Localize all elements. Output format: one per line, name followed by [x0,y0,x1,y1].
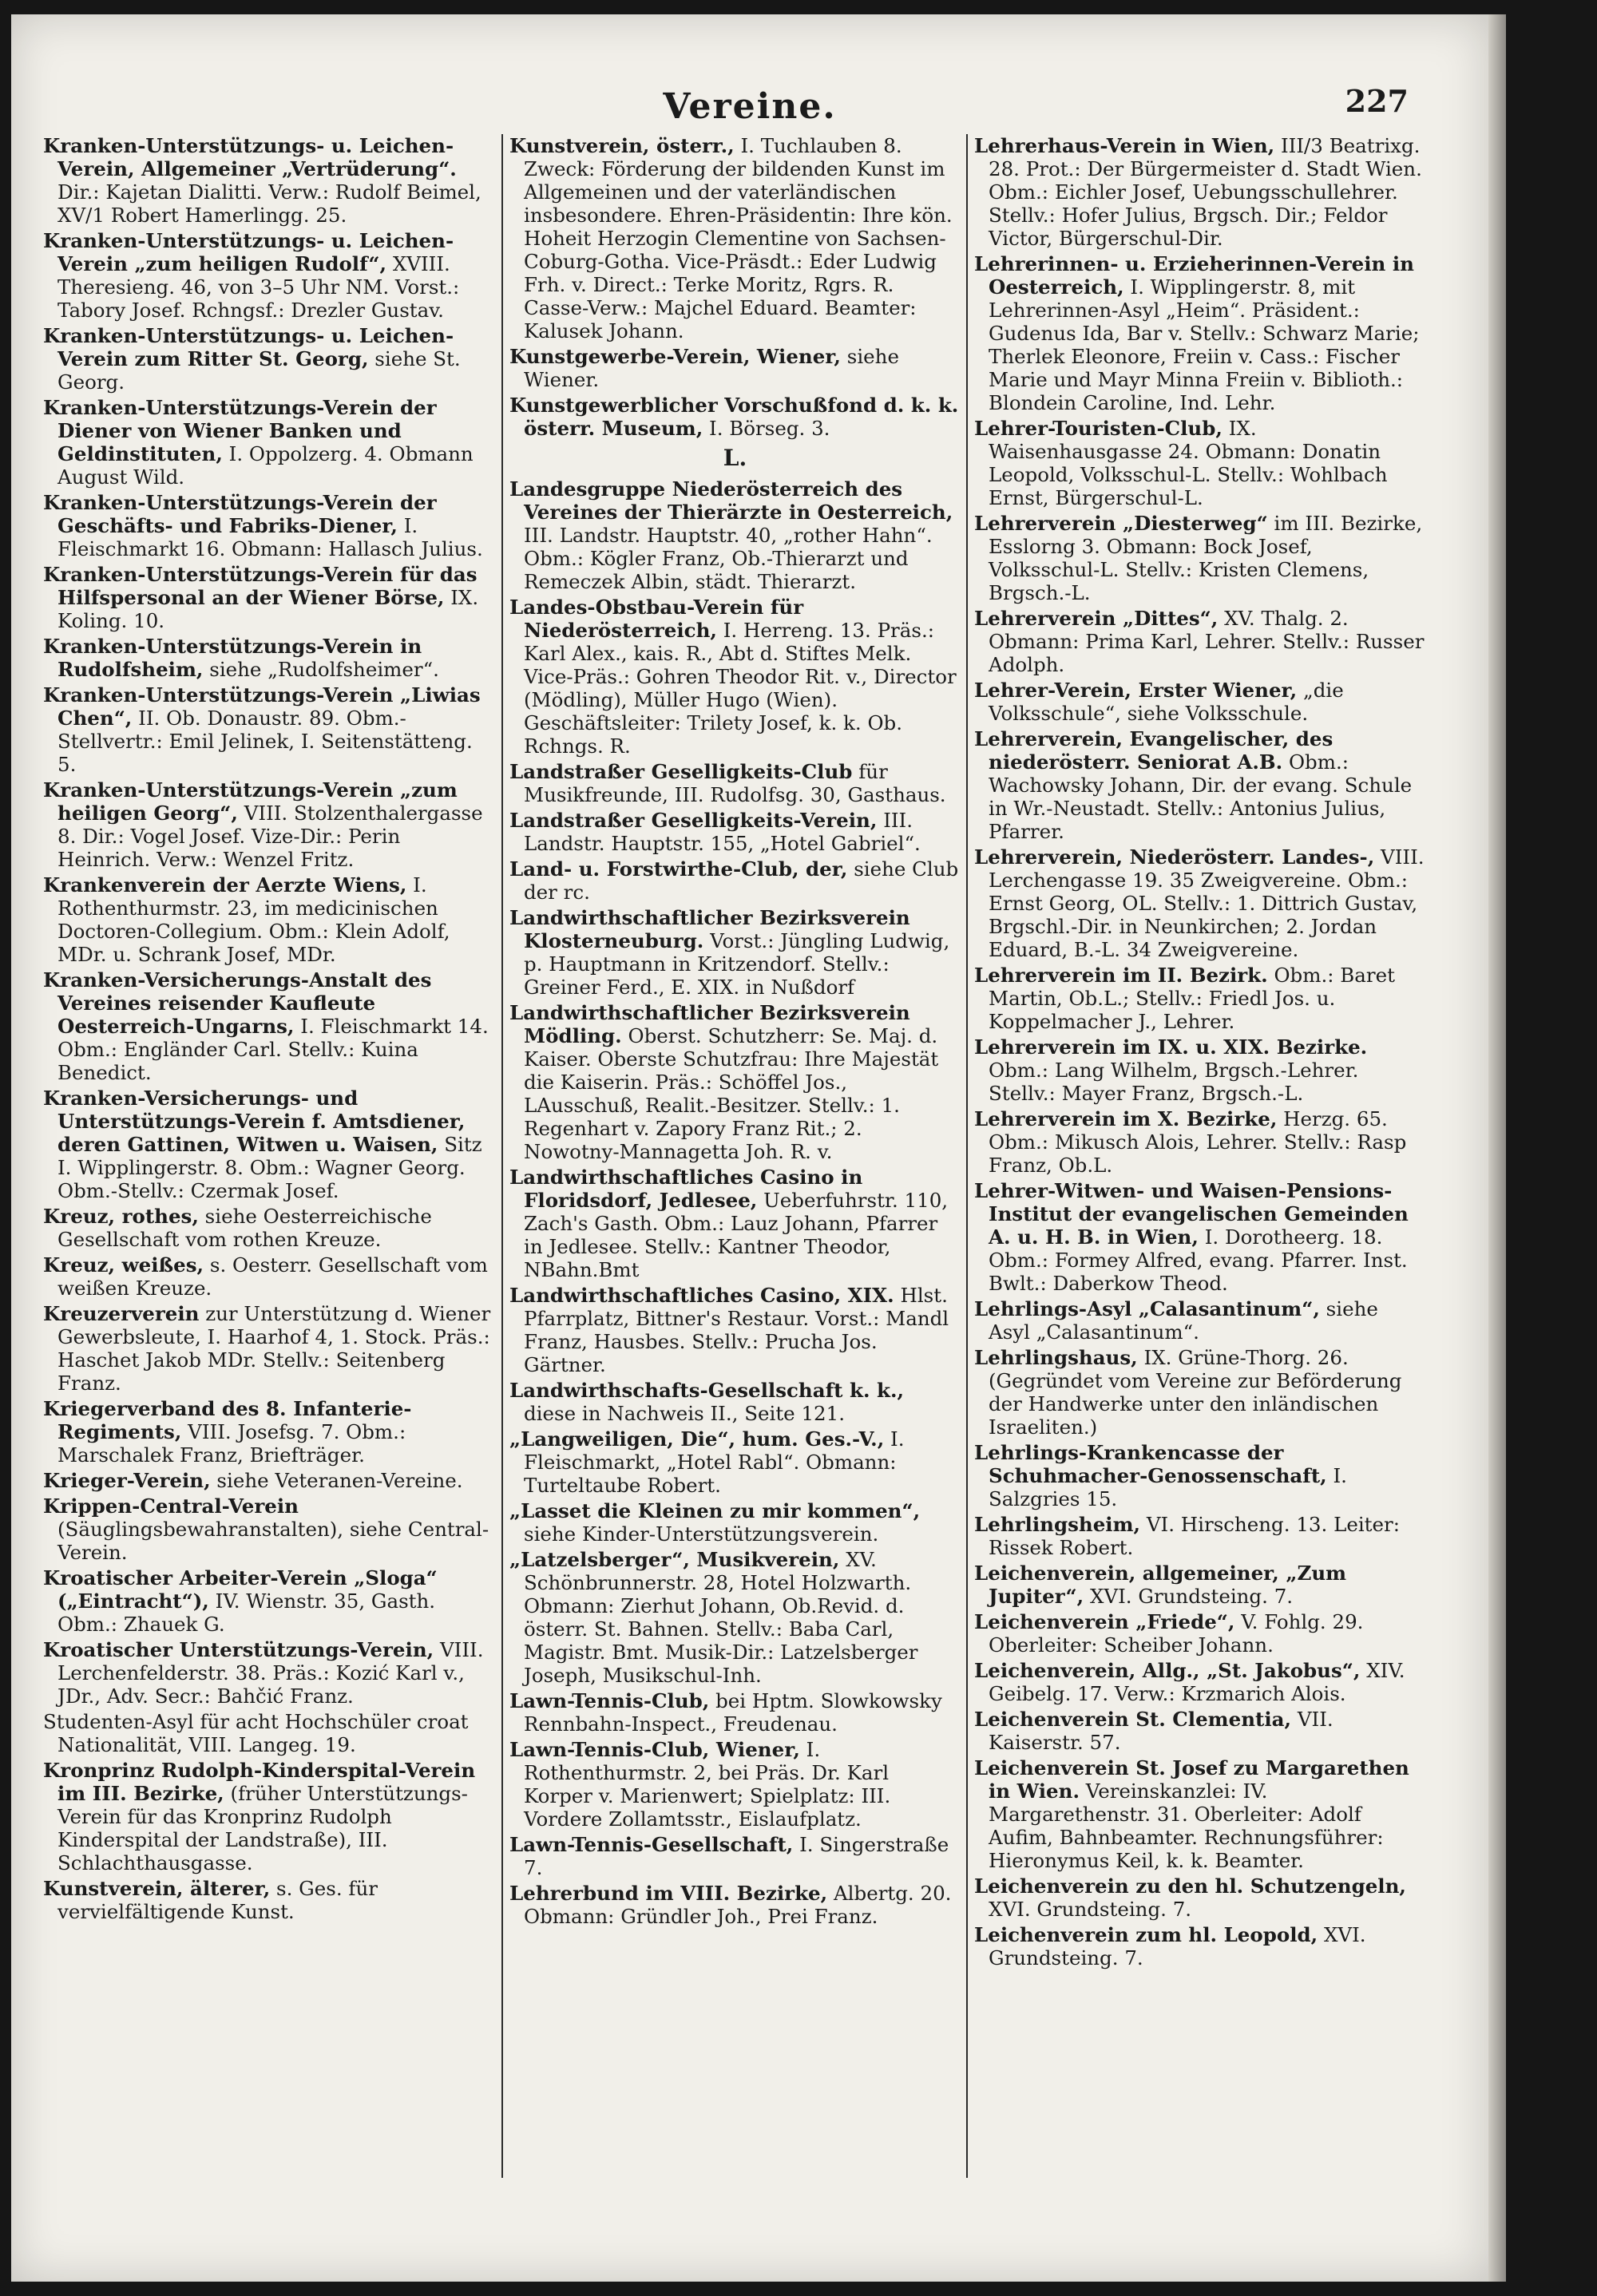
entry-text: I. Herreng. 13. Präs.: Karl Alex., kais. R., Abt d. Stiftes Melk. Vice-Präs.: Gohren Theodor Rit. v., Director (Mödling), Müller Hugo (Wien). Geschäftsleiter: Trilety Josef, k. k. Ob. Rchngs. R. [524,619,957,758]
entry-text: I. Rothenthurmstr. 23, im medicinischen Doctoren-Collegium. Obm.: Klein Adolf, MDr. u. Schrank Josef, MDr. [57,873,450,966]
entry-text: XVI. Grundsteing. 7. [1089,1585,1294,1608]
entry-heading: Kranken-Versicherungs-Anstalt des Vereines reisender Kaufleute Oesterreich-Ungarns, [43,968,432,1038]
entry-text: Ueberfuhrstr. 110, Zach's Gasth. Obm.: Lauz Johann, Pfarrer in Jedlesee. Stellv.: Kantner Theodor, NBahn.Bmt [524,1189,949,1281]
entry-heading: „Langweiligen, Die“, hum. Ges.-V., [509,1427,885,1451]
entry-heading: Krieger-Verein, [43,1469,211,1492]
directory-entry [509,596,961,758]
entry-text: VI. Hirscheng. 13. Leiter: Rissek Robert. [989,1513,1400,1559]
entry-text: I. Fleischmarkt 14. Obm.: Engländer Carl. Stellv.: Kuina Benedict. [57,1015,489,1084]
entry-text: für Musikfreunde, III. Rudolfsg. 30, Gasthaus. [524,760,946,806]
column-rule [966,134,968,2178]
entry-text: III. Landstr. Hauptstr. 155, „Hotel Gabriel“. [524,809,921,855]
entry-text: Vorst.: Jüngling Ludwig, p. Hauptmann in Kritzendorf. Stellv.: Greiner Ferd., E. XIX. in Nußdorf [524,929,950,999]
directory-entry [43,683,494,776]
entry-heading: Kroatischer Arbeiter-Verein „Sloga“ („Eintracht“), [43,1566,438,1613]
directory-entry [509,1689,961,1736]
entry-text: s. Ges. für vervielfältigende Kunst. [57,1877,378,1923]
directory-entry [974,964,1425,1033]
entry-heading: Krippen-Central-Verein [43,1494,299,1518]
directory-entry [974,1297,1425,1344]
directory-entry [509,809,961,855]
entry-heading: Kunstgewerblicher Vorschußfond d. k. k. österr. Museum, [509,394,959,440]
entry-text: I. Wipplingerstr. 8, mit Lehrerinnen-Asyl „Heim“. Präsident.: Gudenus Ida, Bar v. Stellv.: Schwarz Marie; Therlek Eleonore, Freiin v. Cass.: Fischer Marie und Mayr Minna Freiin v. Biblioth.: Blondein Caroline, Ind. Lehr. [989,275,1420,414]
column-1 [43,134,494,2178]
entry-heading: Lawn-Tennis-Club, Wiener, [509,1738,800,1761]
directory-entry [509,1499,961,1546]
entry-heading: Kranken-Unterstützungs- u. Leichen-Verein, Allgemeiner „Vertrüderung“. [43,134,457,180]
directory-entry [509,1833,961,1879]
entry-text: Albertg. 20. Obmann: Gründler Joh., Prei Franz. [524,1882,952,1928]
entry-heading: Landwirthschaftlicher Bezirksverein Mödling. [509,1001,910,1047]
entry-text: Vereinskanzlei: IV. Margarethenstr. 31. Oberleiter: Adolf Aufim, Bahnbeamter. Rechnungsführer: Hieronymus Keil, k. k. Beamter. [989,1779,1384,1872]
directory-entry [509,345,961,391]
entry-heading: Lehrerbund im VIII. Bezirke, [509,1882,828,1905]
entry-heading: „Lasset die Kleinen zu mir kommen“, [509,1499,921,1522]
entry-heading: Kranken-Unterstützungs- u. Leichen-Verein zum Ritter St. Georg, [43,324,454,370]
entry-text: Hlst. Pfarrplatz, Bittner's Restaur. Vorst.: Mandl Franz, Hausbes. Stellv.: Prucha Jos. Gärtner. [524,1284,949,1376]
directory-entry [974,1513,1425,1559]
entry-text: Sitz I. Wipplingerstr. 8. Obm.: Wagner Georg. Obm.-Stellv.: Czermak Josef. [57,1133,482,1202]
directory-entry [509,760,961,806]
entry-heading: Lehrerverein, Niederösterr. Landes-, [974,845,1375,869]
entry-heading: Lehrlingshaus, [974,1346,1138,1369]
entry-text: XV. Schönbrunnerstr. 28, Hotel Holzwarth. Obmann: Zierhut Johann, Ob.Revid. d. österr. St. Bahnen. Stellv.: Baba Carl, Magistr. Bmt. Musik-Dir.: Latzelsberger Joseph, Musikschul-Inh. [524,1548,918,1687]
entry-text: siehe Veteranen-Vereine. [216,1469,463,1492]
entry-text: I. Tuchlauben 8. Zweck: Förderung der bildenden Kunst im Allgemeinen und der vaterländischen insbesondere. Ehren-Präsidentin: Ihre kön. Hoheit Herzogin Clementine von Sachsen-Coburg-Gotha. Vice-Präsdt.: Eder Ludwig Frh. v. Direct.: Terke Moritz, Rgrs. R. Casse-Verw.: Majchel Eduard. Beamter: Kalusek Johann. [524,134,953,342]
directory-entry [43,1566,494,1636]
entry-heading: Kranken-Unterstützungs-Verein „zum heiligen Georg“, [43,778,458,825]
entry-heading: Kreuz, rothes, [43,1205,199,1228]
entry-text: diese in Nachweis II., Seite 121. [524,1402,846,1425]
entry-text: VIII. Lerchenfelderstr. 38. Präs.: Kozić Karl v., JDr., Adv. Secr.: Bahčić Franz. [57,1638,484,1708]
entry-heading: Kranken-Unterstützungs-Verein der Geschäfts- und Fabriks-Diener, [43,491,437,537]
entry-text: s. Oesterr. Gesellschaft vom weißen Kreuze. [57,1253,488,1300]
directory-entry [509,1427,961,1497]
directory-entry [509,1548,961,1687]
directory-page [11,14,1488,2282]
entry-heading: Kranken-Unterstützungs-Verein in Rudolfsheim, [43,635,422,681]
entry-text: I. Fleischmarkt 16. Obmann: Hallasch Julius. [57,514,483,560]
column-3 [974,134,1425,2178]
directory-entry [43,778,494,871]
directory-entry [43,1205,494,1251]
entry-text: XV. Thalg. 2. Obmann: Prima Karl, Lehrer. Stellv.: Russer Adolph. [989,607,1425,676]
entry-heading: Krankenverein der Aerzte Wiens, [43,873,407,897]
directory-entry [509,1738,961,1831]
directory-entry [974,1107,1425,1177]
directory-entry [43,1759,494,1874]
directory-entry [509,1379,961,1425]
entry-heading: Kranken-Unterstützungs-Verein „Liwias Chen“, [43,683,481,730]
directory-entry [43,1638,494,1708]
entry-heading: Kranken-Unterstützungs-Verein der Diener von Wiener Banken und Geldinstituten, [43,396,437,465]
entry-text: siehe St. Georg. [57,347,461,394]
directory-entry [43,635,494,681]
entry-text: siehe Oesterreichische Gesellschaft vom rothen Kreuze. [57,1205,432,1251]
entry-text: I. Oppolzerg. 4. Obmann August Wild. [57,442,474,489]
directory-entry [509,1882,961,1928]
page-edge [1488,14,1506,2282]
entry-heading: Leichenverein zum hl. Leopold, [974,1923,1318,1946]
entry-text: (Säuglingsbewahranstalten), siehe Central-Verein. [57,1518,489,1564]
entry-text: Herzg. 65. Obm.: Mikusch Alois, Lehrer. Stellv.: Rasp Franz, Ob.L. [989,1107,1407,1177]
entry-text: XVI. Grundsteing. 7. [989,1898,1192,1921]
entry-text: VIII. Lerchengasse 19. 35 Zweigvereine. Obm.: Ernst Georg, OL. Stellv.: 1. Dittrich Gustav, Brgschl.-Dir. in Neunkirchen; 2. Jordan Eduard, B.-L. 34 Zweigvereine. [989,845,1425,961]
entry-heading: Lehrer-Witwen- und Waisen-Pensions-Institut der evangelischen Gemeinden A. u. H. B. in Wien, [974,1179,1409,1249]
directory-entry [509,1166,961,1281]
directory-entry [43,229,494,322]
entry-heading: Kunstverein, österr., [509,134,735,157]
directory-entry [974,1874,1425,1921]
directory-entry [43,563,494,632]
entry-heading: Leichenverein St. Josef zu Margarethen in Wien. [974,1756,1409,1803]
directory-entry [974,1562,1425,1608]
entry-text: „die Volksschule“, siehe Volksschule. [989,679,1344,725]
directory-entry [43,1397,494,1467]
directory-entry [43,1087,494,1202]
entry-text: zur Unterstützung d. Wiener Gewerbsleute, I. Haarhof 4, 1. Stock. Präs.: Haschet Jakob MDr. Stellv.: Seitenberg Franz. [57,1302,491,1395]
directory-entry [974,417,1425,509]
directory-entry [43,396,494,489]
directory-entry [509,477,961,593]
entry-heading: Landwirthschaftliches Casino in Floridsdorf, Jedlesee, [509,1166,863,1212]
entry-heading: Lehrlings-Asyl „Calasantinum“, [974,1297,1320,1320]
entry-heading: Lehrerinnen- u. Erzieherinnen-Verein in Oesterreich, [974,252,1414,299]
directory-entry [43,1494,494,1564]
entry-heading: Lehrer-Touristen-Club, [974,417,1223,440]
entry-heading: Kunstverein, älterer, [43,1877,271,1900]
directory-entry [974,607,1425,676]
entry-heading: Kranken-Unterstützungs- u. Leichen-Verein „zum heiligen Rudolf“, [43,229,454,275]
directory-entry [43,1710,494,1756]
directory-entry [974,1708,1425,1754]
directory-entry [509,1284,961,1376]
entry-heading: Kroatischer Unterstützungs-Verein, [43,1638,434,1661]
entry-text: (früher Unterstützungs-Verein für das Kronprinz Rudolph Kinderspital der Landstraße), III. Schlachthausgasse. [57,1782,468,1874]
entry-heading: Landwirthschaftliches Casino, XIX. [509,1284,894,1307]
entry-heading: Kriegerverband des 8. Infanterie-Regiments, [43,1397,412,1443]
entry-text: V. Fohlg. 29. Oberleiter: Scheiber Johann. [989,1610,1364,1657]
entry-text: siehe Club der rc. [524,857,959,904]
entry-heading: Kranken-Versicherungs- und Unterstützungs-Verein f. Amtsdiener, deren Gattinen, Witwen u. Waisen, [43,1087,466,1156]
entry-text: im III. Bezirke, Esslorng 3. Obmann: Bock Josef, Volksschul-L. Stellv.: Kristen Clemens, Brgsch.-L. [989,512,1423,604]
entry-heading: Land- u. Forstwirthe-Club, der, [509,857,848,881]
entry-heading: Lawn-Tennis-Club, [509,1689,710,1712]
directory-entry [43,873,494,966]
directory-entry [974,679,1425,725]
directory-entry [974,845,1425,961]
entry-text: siehe „Rudolfsheimer“. [209,658,439,681]
directory-entry [509,134,961,342]
directory-entry [509,906,961,999]
directory-entry [974,1179,1425,1295]
entry-text: I. Dorotheerg. 18. Obm.: Formey Alfred, evang. Pfarrer. Inst. Bwlt.: Daberkow Theod. [989,1225,1408,1295]
entry-text: IX. Waisenhausgasse 24. Obmann: Donatin Leopold, Volksschul-L. Stellv.: Wohlbach Ernst, Bürgerschul-L. [989,417,1388,509]
entry-heading: Landstraßer Geselligkeits-Club [509,760,853,783]
directory-entry [974,1610,1425,1657]
entry-heading: Kronprinz Rudolph-Kinderspital-Verein im III. Bezirke, [43,1759,476,1805]
column-rule [501,134,503,2178]
directory-entry [974,727,1425,843]
entry-heading: Kranken-Unterstützungs-Verein für das Hilfspersonal an der Wiener Börse, [43,563,478,609]
directory-entry [974,1346,1425,1439]
entry-text: I. Salzgries 15. [989,1464,1347,1510]
directory-entry [509,394,961,440]
entry-heading: Lehrer-Verein, Erster Wiener, [974,679,1298,702]
entry-heading: Lehrerverein „Diesterweg“ [974,512,1268,535]
directory-entry [43,1302,494,1395]
entry-text: I. Rothenthurmstr. 2, bei Präs. Dr. Karl Korper v. Marienwert; Spielplatz: III. Vordere Zollamtsstr., Eislaufplatz. [524,1738,891,1831]
entry-text: VIII. Stolzenthalergasse 8. Dir.: Vogel Josef. Vize-Dir.: Perin Heinrich. Verw.: Wenzel Fritz. [57,802,483,871]
entry-heading: Lawn-Tennis-Gesellschaft, [509,1833,794,1856]
entry-heading: Lehrerverein im IX. u. XIX. Bezirke. [974,1035,1368,1059]
entry-text: Obm.: Wachowsky Johann, Dir. der evang. Schule in Wr.-Neustadt. Stellv.: Antonius Julius, Pfarrer. [989,750,1413,843]
entry-text: I. Singerstraße 7. [524,1833,949,1879]
entry-text: XIV. Geibelg. 17. Verw.: Krzmarich Alois. [989,1659,1405,1705]
entry-text: Obm.: Baret Martin, Ob.L.; Stellv.: Friedl Jos. u. Koppelmacher J., Lehrer. [989,964,1395,1033]
entry-heading: Lehrerverein „Dittes“, [974,607,1219,630]
column-2 [509,134,961,2178]
entry-heading: Leichenverein zu den hl. Schutzengeln, [974,1874,1406,1898]
directory-entry [509,1001,961,1163]
entry-text: III. Landstr. Hauptstr. 40, „rother Hahn“. Obm.: Kögler Franz, Ob.-Thierarzt und Remeczek Albin, städt. Thierarzt. [524,524,933,593]
entry-text: VII. Kaiserstr. 57. [989,1708,1333,1754]
directory-entry [43,1877,494,1923]
directory-entry [974,1035,1425,1105]
entry-text: I. Fleischmarkt, „Hotel Rabl“. Obmann: Turteltaube Robert. [524,1427,905,1497]
entry-heading: Lehrerhaus-Verein in Wien, [974,134,1275,157]
entry-heading: Lehrlings-Krankencasse der Schuhmacher-Genossenschaft, [974,1441,1327,1487]
entry-text: siehe Asyl „Calasantinum“. [989,1297,1378,1344]
entry-heading: Leichenverein „Friede“, [974,1610,1235,1633]
entry-text: Studenten-Asyl für acht Hochschüler croat Nationalität, VIII. Langeg. 19. [43,1710,469,1756]
entry-heading: Landstraßer Geselligkeits-Verein, [509,809,878,832]
entry-heading: Landwirthschaftlicher Bezirksverein Klosterneuburg. [509,906,910,952]
entry-text: III/3 Beatrixg. 28. Prot.: Der Bürgermeister d. Stadt Wien. Obm.: Eichler Josef, Uebungsschullehrer. Stellv.: Hofer Julius, Brgsch. Dir.; Feldor Victor, Bürgerschul-Dir. [989,134,1422,250]
directory-entry [974,1441,1425,1510]
entry-heading: Lehrerverein im X. Bezirke, [974,1107,1278,1130]
entry-heading: Leichenverein St. Clementia, [974,1708,1292,1731]
entry-text: IX. Grüne-Thorg. 26. (Gegründet vom Vereine zur Beförderung der Handwerke unter den inländischen Israeliten.) [989,1346,1402,1439]
entry-text: siehe Kinder-Unterstützungsverein. [524,1522,879,1546]
entry-heading: Lehrlingsheim, [974,1513,1141,1536]
entry-heading: Kreuzerverein [43,1302,200,1325]
entry-text: IX. Koling. 10. [57,586,479,632]
entry-text: VIII. Josefsg. 7. Obm.: Marschalek Franz, Briefträger. [57,1420,406,1467]
entry-text: bei Hptm. Slowkowsky Rennbahn-Inspect., Freudenau. [524,1689,942,1736]
directory-entry [43,134,494,227]
entry-text: siehe Wiener. [524,345,899,391]
entry-text: Oberst. Schutzherr: Se. Maj. d. Kaiser. Oberste Schutzfrau: Ihre Majestät die Kaiserin. Präs.: Schöffel Jos., LAusschuß, Realit.-Besitzer. Stellv.: 1. Regenhart v. Zapory Franz Rit.; 2. Nowotny-Mannagetta Joh. R. v. [524,1024,939,1163]
entry-text: II. Ob. Donaustr. 89. Obm.-Stellvertr.: Emil Jelinek, I. Seitenstätteng. 5. [57,707,473,776]
directory-entry [509,857,961,904]
entry-heading: „Latzelsberger“, Musikverein, [509,1548,840,1571]
directory-entry [43,324,494,394]
directory-entry [974,1756,1425,1872]
entry-heading: Leichenverein, Allg., „St. Jakobus“, [974,1659,1361,1682]
entry-text: XVIII. Theresieng. 46, von 3–5 Uhr NM. Vorst.: Tabory Josef. Rchngsf.: Drezler Gustav. [57,252,460,322]
entry-heading: Lehrerverein, Evangelischer, des niederösterr. Seniorat A.B. [974,727,1333,774]
directory-entry [974,1659,1425,1705]
directory-entry [43,1469,494,1492]
entry-heading: Kunstgewerbe-Verein, Wiener, [509,345,841,368]
entry-text: Obm.: Lang Wilhelm, Brgsch.-Lehrer. Stellv.: Mayer Franz, Brgsch.-L. [989,1059,1359,1105]
directory-entry [43,968,494,1084]
entry-heading: Landes-Obstbau-Verein für Niederösterreich, [509,596,804,642]
directory-entry [974,134,1425,250]
directory-entry [974,1923,1425,1969]
entry-text: XVI. Grundsteing. 7. [989,1923,1366,1969]
page-number: 227 [1345,83,1409,119]
directory-entry [974,252,1425,414]
running-head: Vereine. [663,86,837,127]
section-letter: L. [723,445,747,471]
entry-heading: Landesgruppe Niederösterreich des Vereines der Thierärzte in Oesterreich, [509,477,953,524]
entry-text: IV. Wienstr. 35, Gasth. Obm.: Zhauek G. [57,1589,436,1636]
entry-text: I. Börseg. 3. [709,417,830,440]
directory-entry [43,1253,494,1300]
entry-heading: Lehrerverein im II. Bezirk. [974,964,1268,987]
entry-heading: Kreuz, weißes, [43,1253,204,1277]
directory-entry [974,512,1425,604]
directory-entry [43,491,494,560]
entry-heading: Landwirthschafts-Gesellschaft k. k., [509,1379,905,1402]
entry-text: Dir.: Kajetan Dialitti. Verw.: Rudolf Beimel, XV/1 Robert Hamerlingg. 25. [57,180,481,227]
entry-heading: Leichenverein, allgemeiner, „Zum Jupiter“, [974,1562,1347,1608]
